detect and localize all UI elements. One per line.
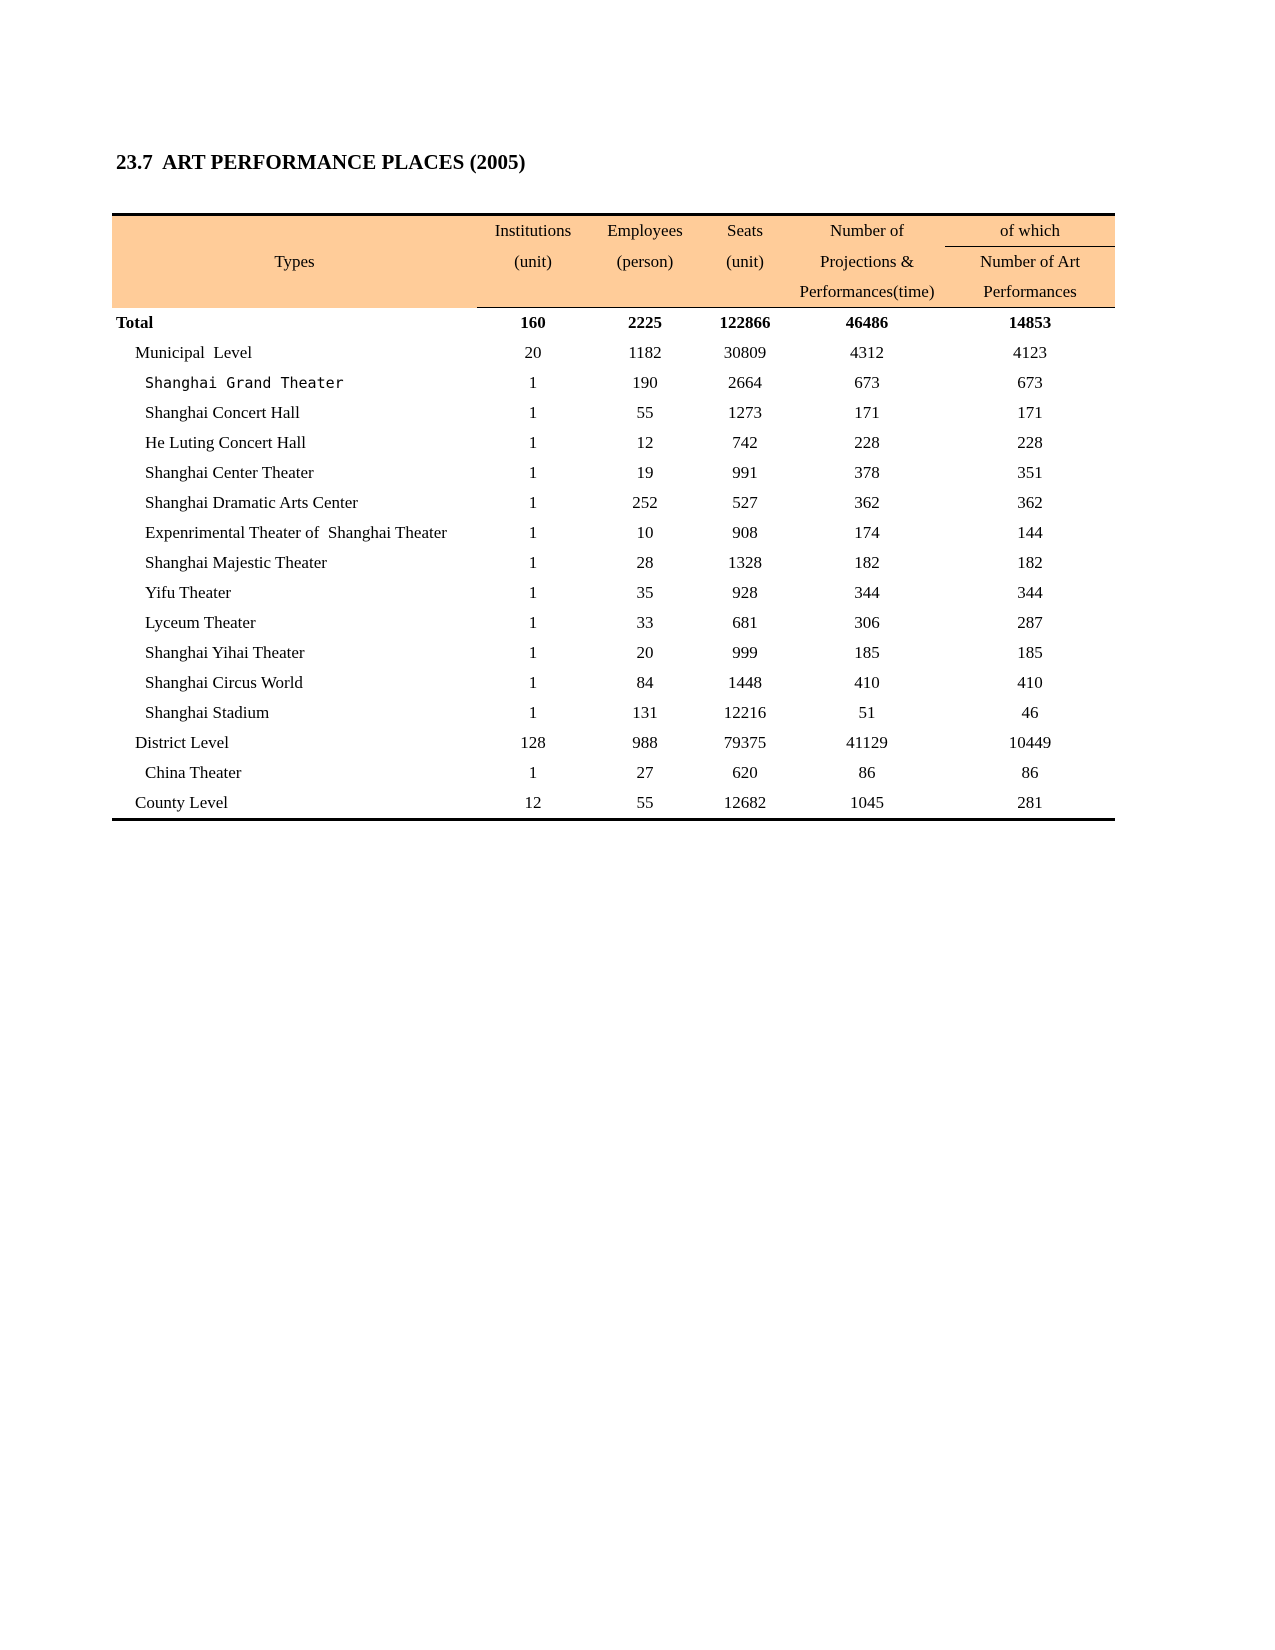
header-projections: Number of (789, 215, 945, 247)
row-label: Lyceum Theater (145, 613, 256, 632)
cell-projections: 51 (858, 703, 876, 722)
cell-projections: 1045 (789, 788, 945, 820)
table-row (112, 698, 1115, 728)
row-label: Expenrimental Theater of Shanghai Theater (145, 523, 447, 542)
cell-employees: 55 (589, 788, 701, 820)
cell-institutions: 1 (528, 553, 538, 572)
cell-employees: 12 (636, 433, 654, 452)
cell-projections: 174 (854, 523, 880, 542)
page-title: 23.7 ART PERFORMANCE PLACES (2005) (116, 150, 526, 174)
cell-institutions: 1 (528, 703, 538, 722)
cell-seats: 999 (732, 643, 758, 662)
cell-institutions: 1 (528, 403, 538, 422)
cell-employees: 190 (632, 373, 658, 392)
header-art-performances: Number of Art (945, 247, 1115, 278)
cell-seats: 12216 (723, 703, 767, 722)
table-row (112, 368, 1115, 398)
table-row (112, 428, 1115, 458)
header-projections-line3: Performances(time) (789, 277, 945, 308)
cell-art-performances: 287 (1017, 613, 1043, 632)
table-row (112, 338, 1115, 368)
cell-art-performances: 14853 (1008, 313, 1052, 332)
table-row (112, 668, 1115, 698)
cell-projections: 378 (854, 463, 880, 482)
cell-art-performances: 86 (1021, 763, 1039, 782)
cell-art-performances: 4123 (1013, 343, 1047, 362)
cell-institutions: 1 (528, 433, 538, 452)
cell-institutions: 12 (477, 788, 589, 820)
row-label: Municipal Level (135, 343, 253, 362)
cell-projections: 4312 (850, 343, 884, 362)
cell-art-performances: 344 (1017, 583, 1043, 602)
cell-projections: 673 (854, 373, 880, 392)
cell-institutions: 1 (528, 523, 538, 542)
cell-art-performances: 46 (1021, 703, 1039, 722)
table-row-total (112, 308, 1115, 339)
cell-employees: 27 (636, 763, 654, 782)
header-art-performances-line2: Performances (945, 277, 1115, 308)
cell-art-performances: 351 (1017, 463, 1043, 482)
cell-seats: 30809 (723, 343, 767, 362)
row-label: Shanghai Stadium (145, 703, 270, 722)
header-seats-blank (701, 277, 789, 308)
cell-art-performances: 362 (1017, 493, 1043, 512)
row-label: District Level (135, 733, 229, 752)
cell-art-performances: 281 (945, 788, 1115, 820)
cell-projections: 41129 (846, 733, 888, 752)
cell-employees: 988 (632, 733, 658, 752)
cell-institutions: 1 (528, 463, 538, 482)
cell-employees: 55 (636, 403, 654, 422)
cell-seats: 1328 (728, 553, 762, 572)
header-employees-unit: (person) (589, 247, 701, 278)
header-of-which: of which (945, 215, 1115, 247)
cell-institutions: 128 (520, 733, 546, 752)
row-label: Shanghai Concert Hall (145, 403, 300, 422)
row-label: Yifu Theater (145, 583, 232, 602)
cell-employees: 19 (636, 463, 654, 482)
cell-art-performances: 10449 (1008, 733, 1052, 752)
cell-projections: 46486 (845, 313, 889, 332)
table-row (112, 788, 1115, 820)
table-header (112, 215, 1115, 308)
cell-employees: 1182 (628, 343, 662, 362)
cell-seats: 991 (732, 463, 758, 482)
table-row (112, 458, 1115, 488)
cell-seats: 122866 (719, 313, 771, 332)
table-row (112, 728, 1115, 758)
cell-seats: 79375 (723, 733, 767, 752)
cell-institutions: 1 (528, 493, 538, 512)
cell-art-performances: 185 (1017, 643, 1043, 662)
cell-institutions: 160 (520, 313, 546, 332)
cell-art-performances: 673 (1017, 373, 1043, 392)
row-label: County Level (112, 788, 477, 820)
header-institutions: Institutions (477, 215, 589, 247)
cell-projections: 228 (854, 433, 880, 452)
row-label: Shanghai Yihai Theater (145, 643, 305, 662)
cell-seats: 1273 (728, 403, 762, 422)
table-row (112, 398, 1115, 428)
cell-institutions: 1 (528, 673, 538, 692)
row-label: He Luting Concert Hall (145, 433, 306, 452)
cell-seats: 12682 (701, 788, 789, 820)
cell-art-performances: 171 (1017, 403, 1043, 422)
cell-institutions: 20 (524, 343, 542, 362)
cell-art-performances: 182 (1017, 553, 1043, 572)
cell-projections: 182 (854, 553, 880, 572)
header-types: Types (112, 215, 477, 308)
cell-employees: 35 (636, 583, 654, 602)
row-label: Shanghai Majestic Theater (145, 553, 327, 572)
cell-art-performances: 410 (1017, 673, 1043, 692)
cell-seats: 2664 (728, 373, 762, 392)
cell-institutions: 1 (528, 763, 538, 782)
cell-employees: 252 (632, 493, 658, 512)
cell-institutions: 1 (528, 613, 538, 632)
header-institutions-blank (477, 277, 589, 308)
cell-art-performances: 228 (1017, 433, 1043, 452)
cell-projections: 410 (854, 673, 880, 692)
cell-employees: 28 (636, 553, 654, 572)
table-row (112, 638, 1115, 668)
cell-projections: 185 (854, 643, 880, 662)
cell-seats: 527 (732, 493, 758, 512)
table-row (112, 608, 1115, 638)
cell-seats: 681 (732, 613, 758, 632)
cell-seats: 1448 (728, 673, 762, 692)
header-seats-unit: (unit) (701, 247, 789, 278)
cell-projections: 362 (854, 493, 880, 512)
cell-employees: 33 (636, 613, 654, 632)
table-row (112, 578, 1115, 608)
cell-projections: 344 (854, 583, 880, 602)
cell-institutions: 1 (528, 583, 538, 602)
header-seats: Seats (701, 215, 789, 247)
header-institutions-unit: (unit) (477, 247, 589, 278)
cell-employees: 20 (636, 643, 654, 662)
cell-employees: 2225 (628, 313, 662, 332)
cell-seats: 620 (732, 763, 758, 782)
row-label: Shanghai Center Theater (145, 463, 314, 482)
cell-institutions: 1 (528, 643, 538, 662)
cell-projections: 306 (854, 613, 880, 632)
cell-projections: 171 (854, 403, 880, 422)
table-row (112, 518, 1115, 548)
row-label: Shanghai Grand Theater (145, 374, 344, 392)
row-label: Shanghai Dramatic Arts Center (145, 493, 358, 512)
header-employees: Employees (589, 215, 701, 247)
cell-employees: 10 (636, 523, 654, 542)
art-performance-places-table (112, 213, 1115, 821)
cell-institutions: 1 (528, 373, 538, 392)
table-row (112, 488, 1115, 518)
cell-employees: 131 (632, 703, 658, 722)
cell-employees: 84 (636, 673, 654, 692)
table-body (112, 308, 1115, 820)
cell-art-performances: 144 (1017, 523, 1043, 542)
header-employees-blank (589, 277, 701, 308)
row-label: China Theater (145, 763, 242, 782)
cell-seats: 928 (732, 583, 758, 602)
row-label: Total (116, 312, 154, 332)
table-row (112, 758, 1115, 788)
cell-seats: 742 (732, 433, 758, 452)
row-label: Shanghai Circus World (145, 673, 303, 692)
cell-projections: 86 (858, 763, 876, 782)
table-row (112, 548, 1115, 578)
header-projections-line2: Projections & (789, 247, 945, 278)
cell-seats: 908 (732, 523, 758, 542)
